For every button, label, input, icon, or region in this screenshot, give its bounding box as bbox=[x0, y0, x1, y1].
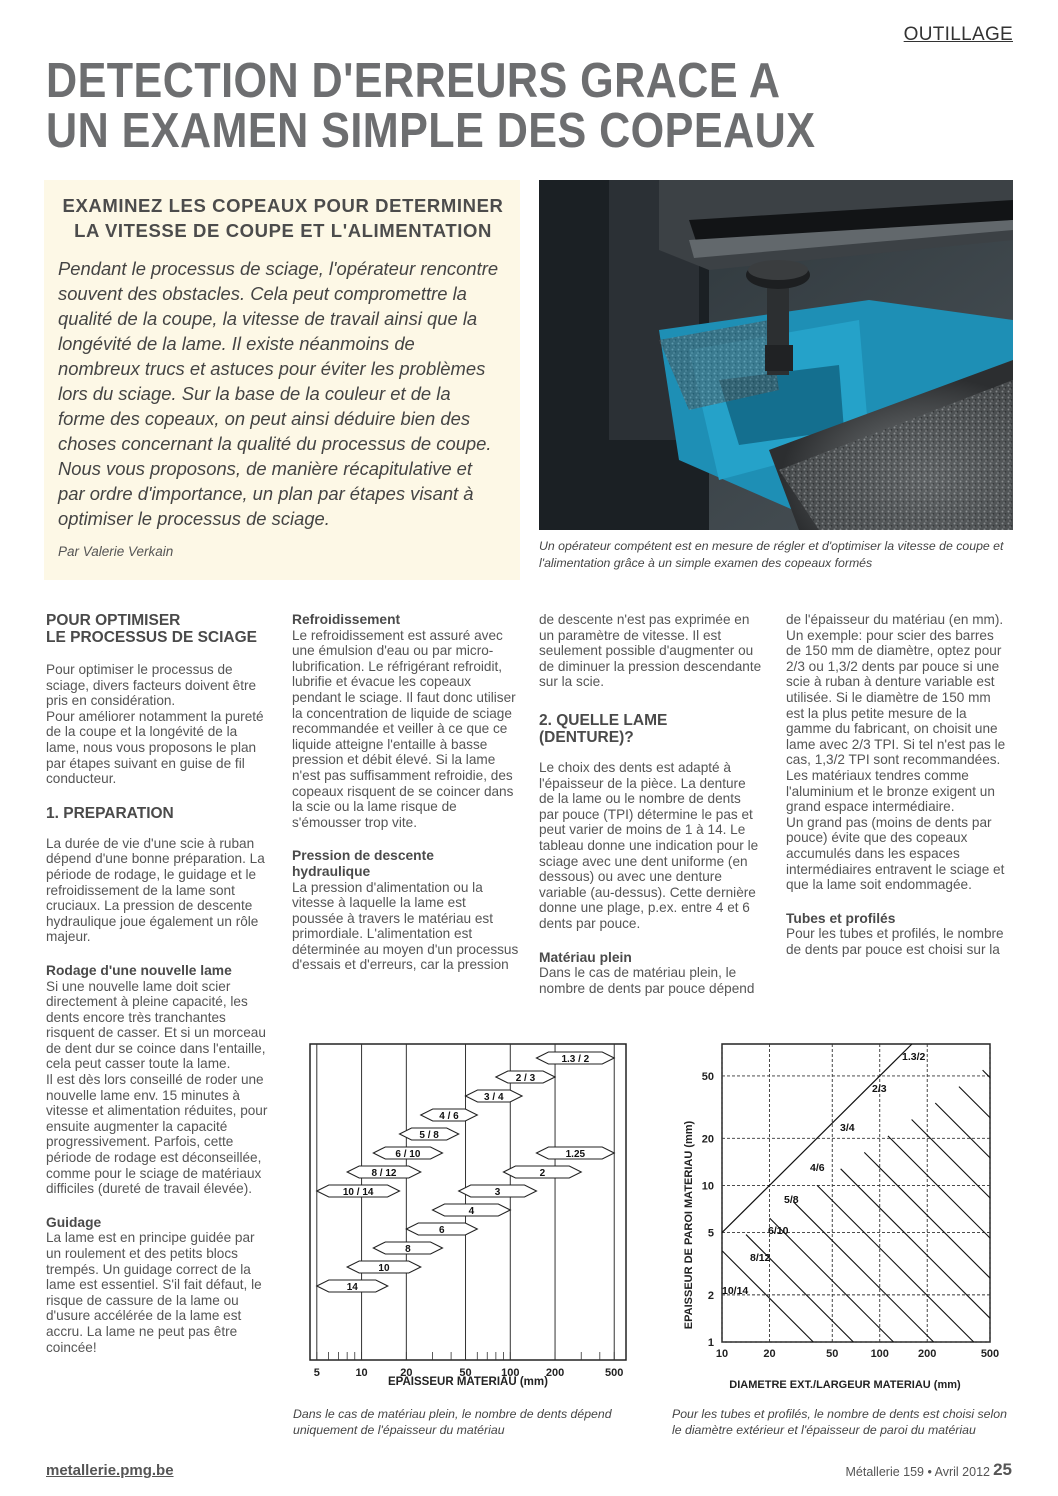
chart2-zone-label: 1.3/2 bbox=[902, 1051, 926, 1063]
intro-text bbox=[58, 256, 518, 531]
heading-guidage: Guidage bbox=[46, 1214, 102, 1230]
chart1-bar-label: 10 bbox=[378, 1263, 390, 1274]
chart1-bar-label: 6 / 10 bbox=[395, 1149, 421, 1160]
intro-heading-line-1: EXAMINEZ LES COPEAUX POUR DETERMINER bbox=[62, 195, 504, 216]
chart2-zone-label: 4/6 bbox=[810, 1162, 825, 1174]
chart1-bar-label: 1.25 bbox=[565, 1149, 586, 1160]
footer-site-link[interactable]: metallerie.pmg.be bbox=[46, 1462, 174, 1479]
paragraph: La lame est en principe guidée par un roulement et des petits blocs trempés. Un guidage correct de la lame est essentiel. S'il fait défaut, le risque de cassure de la lame ou d'usure accélérée de la lame est accru. La lame ne peut pas être coincée! bbox=[46, 1230, 262, 1355]
heading-pression-line-1: Pression de descente bbox=[292, 848, 434, 864]
chart1-bar-label: 6 bbox=[439, 1225, 445, 1236]
chart-tubes-profiles bbox=[670, 1030, 1020, 1395]
intro-line: qualité de la coupe, la vitesse de travail ainsi que la bbox=[58, 308, 478, 329]
chart-solid-material bbox=[290, 1030, 650, 1400]
chart1-frame bbox=[310, 1044, 626, 1360]
saw-photo-illustration bbox=[539, 180, 1013, 530]
paragraph: La durée de vie d'une scie à ruban dépend d'une bonne préparation. La période de rodage, le guidage et le refroidissement de la lame sont cruciaux. La pression de descente hydraulique joue également un rôle majeur. bbox=[46, 835, 265, 945]
chart2-x-tick-label: 100 bbox=[870, 1348, 889, 1360]
chart1-bar-label: 2 / 3 bbox=[515, 1073, 536, 1084]
chart1-bar-label: 3 bbox=[494, 1187, 501, 1198]
chart2-y-tick-label: 5 bbox=[707, 1227, 714, 1240]
intro-heading bbox=[46, 193, 520, 243]
chart2-zone-label: 8/12 bbox=[750, 1252, 771, 1264]
chart1-tick-label: 10 bbox=[355, 1367, 368, 1379]
chart2-xlabel: DIAMETRE EXT./LARGEUR MATERIAU (mm) bbox=[729, 1379, 961, 1391]
chart1-bar-label: 8 bbox=[405, 1244, 411, 1255]
column-3 bbox=[539, 612, 763, 996]
chart1-bar-label: 8 / 12 bbox=[371, 1168, 397, 1179]
title-line-1: DETECTION D'ERREURS GRACE A bbox=[46, 54, 781, 108]
byline: Par Valerie Verkain bbox=[58, 544, 174, 559]
section-label: OUTILLAGE bbox=[903, 24, 1013, 45]
paragraph: Il est dès lors conseillé de roder une nouvelle lame env. 15 minutes à vitesse et alimentation réduites, pour ensuite augmenter la capacité progressivement. Parfois, cette période de rodage est déconseillée, comme pour le sciage de matériaux difficiles (dureté de travail élevée). bbox=[46, 1072, 268, 1197]
chart1-bar-label: 1.3 / 2 bbox=[561, 1054, 590, 1065]
chart1-tick-label: 50 bbox=[459, 1367, 472, 1379]
intro-line: longévité de la lame. Il existe néanmoins de bbox=[58, 333, 415, 354]
photo-caption: Un opérateur compétent est en mesure de régler et d'optimiser la vitesse de coupe et l'alimentation grâce à un simple examen des copeaux formés bbox=[539, 539, 1004, 570]
heading-refroidissement: Refroidissement bbox=[292, 612, 401, 627]
paragraph: de descente n'est pas exprimée en un paramètre de vitesse. Il est seulement possible d'augmenter ou de diminuer la pression descendante sur la scie. bbox=[539, 612, 762, 690]
column-2 bbox=[292, 612, 520, 973]
column-1 bbox=[46, 612, 270, 1355]
chart2-x-tick-label: 10 bbox=[715, 1348, 729, 1360]
chart2-zone-label: 6/10 bbox=[768, 1225, 789, 1237]
chart1-bar-label: 4 bbox=[468, 1206, 475, 1217]
article-title bbox=[46, 56, 908, 156]
saw-photo bbox=[539, 180, 1013, 530]
paragraph: Un grand pas (moins de dents par pouce) évite que des copeaux accumulés dans les espaces intermédiaires entravent le sciage et que la lame soit endommagée. bbox=[786, 814, 1005, 893]
paragraph: Dans le cas de matériau plein, le nombre de dents par pouce dépend bbox=[539, 965, 755, 996]
footer-issue: Métallerie 159 • Avril 2012 bbox=[845, 1465, 990, 1479]
chart2-x-tick-label: 20 bbox=[763, 1348, 776, 1360]
intro-line: Nous vous proposons, de manière récapitulative et bbox=[58, 458, 473, 479]
chart1-caption: Dans le cas de matériau plein, le nombre de dents dépend uniquement de l'épaisseur du matériau bbox=[293, 1407, 612, 1437]
chart1-bar-label: 5 / 8 bbox=[419, 1130, 439, 1141]
chart1-bar-label: 14 bbox=[346, 1282, 358, 1293]
chart1-tick-label: 20 bbox=[400, 1367, 413, 1379]
chart2-y-tick-label: 10 bbox=[701, 1180, 714, 1193]
chart2-zone-label: 5/8 bbox=[784, 1194, 799, 1206]
chart2-caption: Pour les tubes et profilés, le nombre de dents est choisi selon le diamètre extérieur et l'épaisseur de paroi du matériau bbox=[672, 1407, 1007, 1437]
heading-tubes: Tubes et profilés bbox=[786, 910, 896, 926]
paragraph: La pression d'alimentation ou la vitesse à laquelle la lame est poussée à travers le matériau est primordiale. L'alimentation est déterminée au moyen d'un processus d'essais et d'erreurs, car la pression bbox=[292, 879, 519, 973]
chart1-bar-label: 10 / 14 bbox=[342, 1187, 374, 1198]
chart2-y-tick-label: 20 bbox=[701, 1133, 714, 1146]
paragraph: Pour les tubes et profilés, le nombre de dents par pouce est choisi sur la bbox=[786, 926, 1004, 957]
paragraph: Le choix des dents est adapté à l'épaisseur de la pièce. La denture de la lame ou le nombre de dents par pouce (TPI) détermine le pas et peut varier de moins de 1 à 14. Le tableau donne une indication pour le sciage avec une dent uniforme (en dessous) ou avec une denture variable (au-dessus). Cette dernière donne une plage, p.ex. entre 4 et 6 dents par pouce. bbox=[539, 759, 759, 931]
intro-line: lors du sciage. Sur la base de la couleur et de la bbox=[58, 383, 451, 404]
chart2-x-tick-label: 200 bbox=[918, 1348, 937, 1360]
column-4 bbox=[786, 612, 1012, 957]
heading-optimise-line-2: LE PROCESSUS DE SCIAGE bbox=[46, 629, 258, 646]
chart2-y-tick-label: 50 bbox=[701, 1070, 714, 1083]
chart2-x-tick-label: 500 bbox=[980, 1348, 1000, 1360]
intro-line: Pendant le processus de sciage, l'opérateur rencontre bbox=[58, 258, 499, 279]
chart2-ylabel: EPAISSEUR DE PAROI MATERIAU (mm) bbox=[683, 1120, 695, 1330]
paragraph: Pour améliorer notamment la pureté de la coupe et la longévité de la lame, nous vous proposons le plan par étapes suivant en guise de fil conducteur. bbox=[46, 708, 264, 787]
heading-pression bbox=[292, 848, 520, 879]
chart2-zone-label: 10/14 bbox=[722, 1285, 749, 1297]
heading-optimise bbox=[46, 612, 270, 646]
chart1-bar-label: 2 bbox=[539, 1168, 546, 1179]
intro-line: souvent des obstacles. Cela peut compromettre la bbox=[58, 283, 467, 304]
heading-preparation: 1. PREPARATION bbox=[46, 804, 174, 822]
intro-line: par ordre d'importance, un plan par étapes visant à bbox=[58, 483, 474, 504]
paragraph: Si une nouvelle lame doit scier directement à pleine capacité, les dents encore très tranchantes risquent de casser. Et si un morceau de dent dur se coince dans l'entaille, cela peut casser toute la lame. bbox=[46, 978, 266, 1072]
chart1-tick-label: 500 bbox=[605, 1367, 624, 1379]
heading-materiau-plein: Matériau plein bbox=[539, 949, 632, 965]
intro-heading-line-2: LA VITESSE DE COUPE ET L'ALIMENTATION bbox=[74, 220, 492, 241]
chart1-tick-label: 5 bbox=[313, 1367, 320, 1379]
title-line-2: UN EXAMEN SIMPLE DES COPEAUX bbox=[46, 104, 816, 158]
chart2-zone-label: 2/3 bbox=[872, 1083, 887, 1095]
chart2-y-tick-label: 1 bbox=[707, 1337, 714, 1349]
intro-line: nombreux trucs et astuces pour éviter les problèmes bbox=[58, 358, 486, 379]
heading-pression-line-2: hydraulique bbox=[292, 863, 371, 879]
paragraph: de l'épaisseur du matériau (en mm). Un exemple: pour scier des barres de 150 mm de diamètre, optez pour 2/3 ou 1,3/2 dents par pouce si une scie à ruban à denture variable est utilisée. Si le diamètre de 150 mm est la plus petite mesure de la gamme du fabricant, on choisit une lame avec 2/3 TPI. Si tel n'est pas le cas, 1,3/2 TPI sont recommandées. Les matériaux tendres comme l'aluminium et le bronze exigent un grand espace intermédiaire. bbox=[786, 612, 1006, 815]
heading-optimise-line-1: POUR OPTIMISER bbox=[46, 612, 181, 629]
chart1-tick-label: 100 bbox=[501, 1367, 520, 1379]
intro-line: optimiser le processus de sciage. bbox=[58, 508, 330, 529]
chart1-bar-label: 4 / 6 bbox=[439, 1111, 459, 1122]
chart1-bar-label: 3 / 4 bbox=[484, 1092, 504, 1103]
heading-quelle-lame: 2. QUELLE LAME (DENTURE)? bbox=[539, 711, 668, 746]
chart2-x-tick-label: 50 bbox=[826, 1348, 839, 1360]
chart1-xlabel: EPAISSEUR MATERIAU (mm) bbox=[388, 1376, 548, 1388]
paragraph: Le refroidissement est assuré avec une émulsion d'eau ou par micro-lubrification. Le réfrigérant refroidit, lubrifie et évacue les copeaux pendant le sciage. Il faut donc utiliser la concentration de liquide de sciage recommandée et veiller à ce que ce liquide atteigne l'entaille à basse pression et débit élevé. Si la lame n'est pas suffisamment refroidie, des copeaux risquent de se coincer dans la scie ou la lame risque de s'émousser trop vite. bbox=[292, 627, 516, 830]
chart2-zone-label: 3/4 bbox=[840, 1122, 855, 1134]
paragraph: Pour optimiser le processus de sciage, divers facteurs doivent être pris en considération. bbox=[46, 662, 257, 709]
chart2-y-tick-label: 2 bbox=[707, 1289, 714, 1302]
heading-rodage: Rodage d'une nouvelle lame bbox=[46, 962, 232, 978]
intro-line: forme des copeaux, on peut ainsi déduire bien des bbox=[58, 408, 471, 429]
intro-line: choses concernant la qualité du processus de coupe. bbox=[58, 433, 492, 454]
chart1-tick-label: 200 bbox=[545, 1367, 565, 1379]
page-number: 25 bbox=[993, 1460, 1012, 1479]
